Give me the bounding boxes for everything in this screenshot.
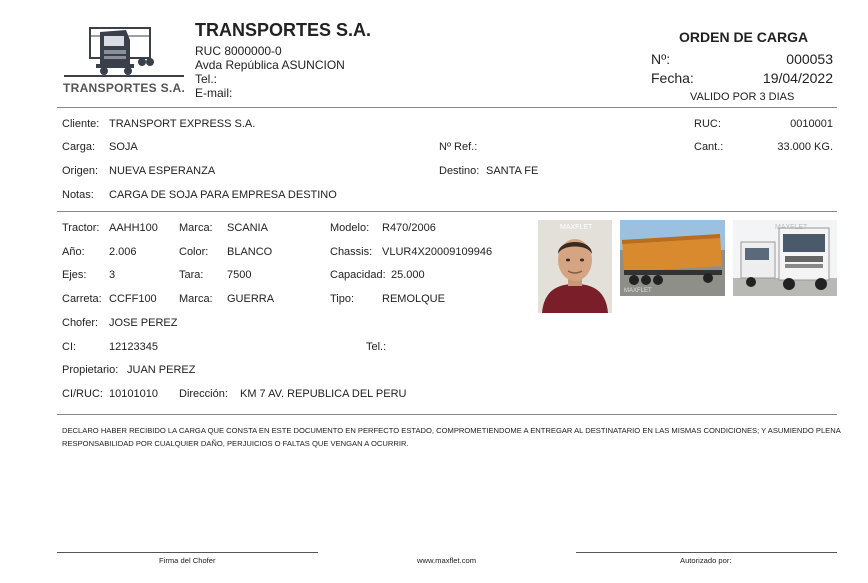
divider <box>57 107 837 108</box>
ruc-label: RUC: <box>694 118 721 130</box>
quantity-label: Cant.: <box>694 141 724 153</box>
ref-label: Nº Ref.: <box>439 141 478 153</box>
document-title: ORDEN DE CARGA <box>679 29 809 45</box>
axles-value: 3 <box>109 269 116 281</box>
owner-value: JUAN PEREZ <box>127 364 196 376</box>
company-address: Avda República ASUNCION <box>195 58 345 72</box>
notes-value: CARGA DE SOJA PARA EMPRESA DESTINO <box>109 189 337 201</box>
company-ruc: RUC 8000000-0 <box>195 44 282 58</box>
website-text: www.maxflet.com <box>417 556 477 565</box>
divider <box>57 414 837 415</box>
type-value: REMOLQUE <box>382 293 445 305</box>
trailer-value: CCFF100 <box>109 293 157 305</box>
document-date: 19/04/2022 <box>762 70 833 86</box>
company-name: TRANSPORTES S.A. <box>195 20 372 40</box>
year-label: Año: <box>62 246 85 258</box>
disclaimer-text: DECLARO HABER RECIBIDO LA CARGA QUE CONSTA EN ESTE DOCUMENTO EN PERFECTO ESTADO, COMPROMETIENDOME A ENTREGAR AL DESTINATARIO EN LAS MISMAS CONDICIONES; Y ASUMIENDO PLENA RESPONSABILIDAD POR CUALQUIER DAÑO, PERJUICIOS O FALTAS QUE VENGAN A OCURRIR. <box>62 426 841 448</box>
company-email-label: E-mail: <box>195 86 233 100</box>
driver-signature-line <box>57 552 318 553</box>
authorized-signature-label: Autorizado por: <box>680 556 732 565</box>
document-number: 000053 <box>786 51 833 67</box>
chassis-label: Chassis: <box>330 246 373 258</box>
validity-note: VALIDO POR 3 DIAS <box>690 91 795 103</box>
driver-tel-label: Tel.: <box>366 341 387 353</box>
origin-label: Origen: <box>62 165 99 177</box>
notes-label: Notas: <box>62 189 94 201</box>
color-value: BLANCO <box>227 246 273 258</box>
owner-ci-value: 10101010 <box>109 388 158 400</box>
truck-icon <box>60 22 190 78</box>
color-label: Color: <box>179 246 209 258</box>
axles-label: Ejes: <box>62 269 87 281</box>
destination-value: SANTA FE <box>486 165 539 177</box>
trailer-photo <box>620 220 725 296</box>
ci-label: CI: <box>62 341 77 353</box>
owner-ci-label: CI/RUC: <box>62 388 103 400</box>
type-label: Tipo: <box>330 293 355 305</box>
owner-label: Propietario: <box>62 364 119 376</box>
trailer-brand-value: GUERRA <box>227 293 275 305</box>
logo-text: TRANSPORTES S.A. <box>63 81 186 95</box>
client-label: Cliente: <box>62 118 100 130</box>
capacity-value: 25.000 <box>391 269 425 281</box>
year-value: 2.006 <box>109 246 137 258</box>
chassis-value: VLUR4X20009109946 <box>382 246 493 258</box>
driver-label: Chofer: <box>62 317 99 329</box>
trailer-brand-label: Marca: <box>179 293 213 305</box>
document-date-label: Fecha: <box>651 70 694 86</box>
quantity-value: 33.000 KG. <box>777 141 833 153</box>
model-value: R470/2006 <box>382 222 436 234</box>
tractor-value: AAHH100 <box>109 222 158 234</box>
destination-label: Destino: <box>439 165 480 177</box>
load-label: Carga: <box>62 141 96 153</box>
driver-photo <box>538 220 612 313</box>
tare-label: Tara: <box>179 269 204 281</box>
trailer-label: Carreta: <box>62 293 102 305</box>
authorized-signature-line <box>576 552 837 553</box>
driver-signature-label: Firma del Chofer <box>159 556 216 565</box>
divider <box>57 211 837 212</box>
company-tel-label: Tel.: <box>195 72 218 86</box>
tare-value: 7500 <box>227 269 252 281</box>
tractor-label: Tractor: <box>62 222 100 234</box>
photo-watermark: MAXFLET <box>560 224 593 231</box>
photo-watermark: MAXFLET <box>775 224 808 231</box>
client-value: TRANSPORT EXPRESS S.A. <box>109 118 256 130</box>
ruc-value: 0010001 <box>790 118 833 130</box>
load-value: SOJA <box>109 141 138 153</box>
address-label: Dirección: <box>179 388 228 400</box>
origin-value: NUEVA ESPERANZA <box>109 165 216 177</box>
tractor-photo <box>733 220 837 296</box>
driver-value: JOSE PEREZ <box>109 317 178 329</box>
capacity-label: Capacidad: <box>330 269 386 281</box>
document-number-label: Nº: <box>651 51 671 67</box>
photo-watermark: MAXFLET <box>624 288 652 294</box>
ci-value: 12123345 <box>109 341 158 353</box>
brand-value: SCANIA <box>227 222 268 234</box>
address-value: KM 7 AV. REPUBLICA DEL PERU <box>240 388 407 400</box>
model-label: Modelo: <box>330 222 370 234</box>
brand-label: Marca: <box>179 222 213 234</box>
